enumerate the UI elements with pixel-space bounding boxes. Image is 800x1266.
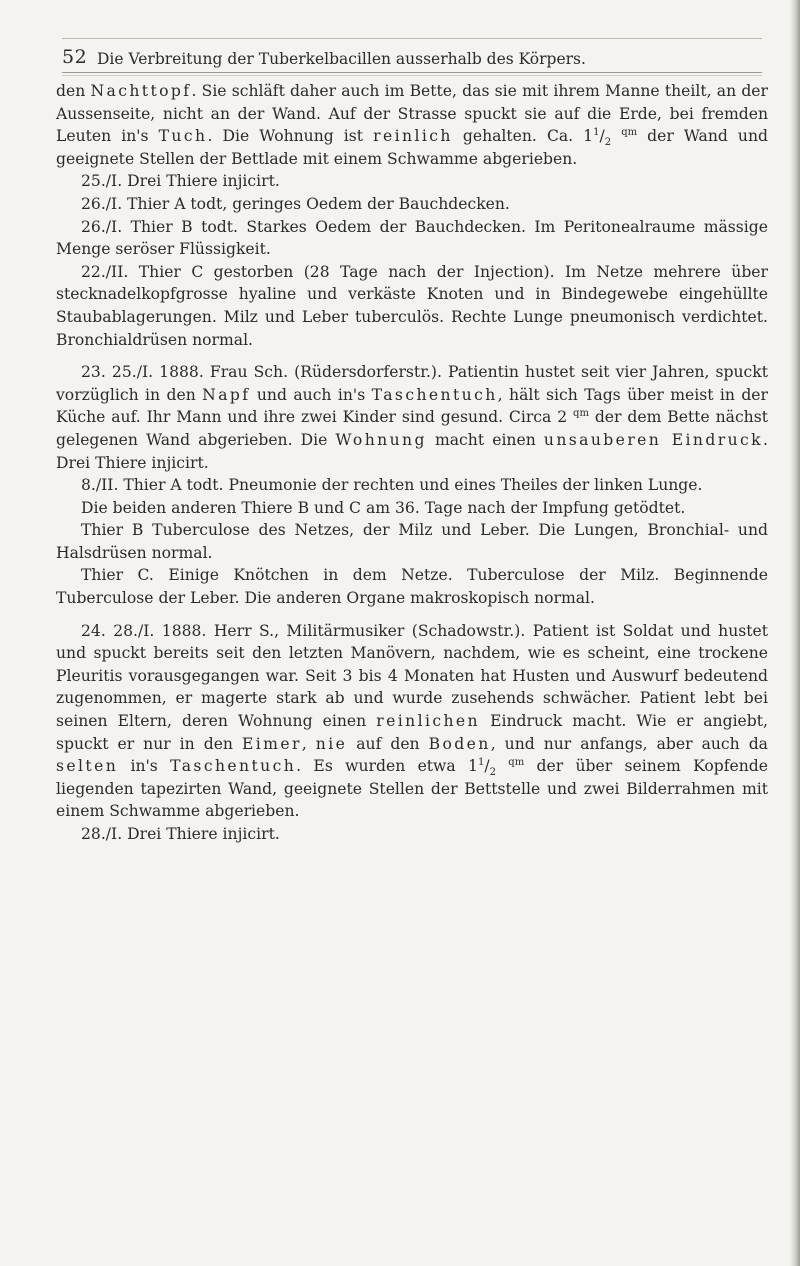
text-run: der über seinem Kopfende liegenden tapezirten Wand, geeignete Stellen der Bettstelle und zwei Bilderrahmen mit einem Schwamme abgerieben. [56,757,768,821]
text-run: auf den [347,734,429,753]
text-run: 26./I. Thier A todt, geringes Oedem der Bauchdecken. [81,194,510,213]
running-head: Die Verbreitung der Tuberkelbacillen ausserhalb des Körpers. [97,50,586,68]
emphasis-spaced: unsauberen Eindruck [543,430,764,449]
text-run: in's [118,757,171,776]
emphasis-spaced: Taschentuch [170,757,297,776]
header-rule [62,72,762,73]
entry-8-II-thier-a [56,474,768,497]
text-run: 28./I. Drei Thiere injicirt. [81,825,280,843]
superscript: qm [508,757,525,769]
text-run [611,127,621,145]
text-run: und auch in's [250,385,372,404]
entry-thier-c [56,564,768,609]
superscript: qm [573,408,589,420]
superscript: qm [621,127,638,138]
text-run: 24. 28./I. 1888. Herr S., Militärmusiker (Schadowstr.). Patient ist Soldat und hustet und spuckt bereits seit den letzten Manövern, nachdem, wie es scheint, eine trockene Pleuritis vorausgegangen war. Seit 3 bis 4 Monaten hat Husten und Auswurf bedeutend zugenommen, er magerte stark ab und wurde zusehends schwächer. Patient lebt bei seinen Eltern, deren Wohnung einen [56,621,768,731]
text-run: . Es wurden etwa 1 [296,757,478,776]
text-run: 26./I. Thier B todt. Starkes Oedem der Bauchdecken. Im Peritonealraume mässige Menge seröser Flüssigkeit. [56,217,768,259]
page-header [62,38,762,68]
text-run: / [484,757,490,776]
text-run: macht einen [426,430,544,449]
text-run: , [301,734,316,753]
text-run: 23. 25./I. 1888. Frau Sch. (Rüdersdorferstr.). Patientin hustet seit vier Jahren, spuckt vorzüglich in den [56,363,768,404]
entry-22-II-thier-c [56,261,768,351]
text-run: der Wand und geeignete Stellen der Bettlade mit einem Schwamme abgerieben. [56,127,768,168]
paragraph-nachttopf [56,80,768,170]
subscript: 2 [604,137,612,149]
emphasis-spaced: reinlich [373,127,453,146]
subscript: 2 [489,767,496,779]
text-run: . Sie schläft daher auch im Bette, das sie mit ihrem Manne theilt, an der Aussenseite, nicht an der Wand. Auf der Strasse spuckt sie auf die Erde, bei fremden Leuten in's [56,82,768,146]
entry-28-I-injection [56,823,768,846]
case-23-frau-sch [56,361,768,474]
text-run: Die beiden anderen Thiere B und C am 36. Tage nach der Impfung getödtet. [81,498,686,517]
emphasis-spaced: Taschentuch [371,385,498,404]
text-run: , und nur anfangs, aber auch da [490,734,768,753]
text-run: der dem Bette nächst gelegenen Wand abgerieben. Die [56,408,768,449]
text-run: 8./II. Thier A todt. Pneumonie der rechten und eines Theiles der linken Lunge. [81,476,703,495]
text-run: Thier B Tuberculose des Netzes, der Milz und Leber. Die Lungen, Bronchial- und Halsdrüsen normal. [56,521,768,562]
text-run: . Drei Thiere injicirt. [56,430,769,472]
emphasis-spaced: Eimer [241,734,302,753]
text-run: 22./II. Thier C gestorben (28 Tage nach der Injection). Im Netze mehrere über stecknadelkopfgrosse hyaline und verkäste Knoten und in Bindegewebe eingehüllte Staubablagerungen. Milz und Leber tuberculös. Rechte Lunge pneumonisch verdichtet. Bronchialdrüsen normal. [56,262,768,349]
superscript: 1 [477,757,485,769]
text-run: / [599,127,605,146]
case-24-herr-s [56,620,768,823]
text-run [496,757,508,775]
header-top-rule [62,38,762,39]
emphasis-spaced: Tuch [158,127,208,146]
emphasis-spaced: Napf [202,385,251,404]
emphasis-spaced: Nachttopf [90,82,192,100]
emphasis-spaced: selten [56,757,119,776]
emphasis-spaced: Wohnung [335,430,427,449]
emphasis-spaced: nie [315,734,348,753]
emphasis-spaced: reinlichen [376,712,481,731]
text-run: . Die Wohnung ist [207,127,374,146]
text-run: 25./I. Drei Thiere injicirt. [81,172,280,191]
text-run: Eindruck macht. Wie er angiebt, spuckt er nur in den [56,712,768,753]
entry-25-I-injection [56,170,768,193]
text-run: den [56,82,91,100]
header-rule-secondary [62,75,762,76]
text-run: Thier C. Einige Knötchen in dem Netze. Tuberculose der Milz. Beginnende Tuberculose der Leber. Die anderen Organe makroskopisch normal. [56,566,768,608]
emphasis-spaced: Boden [428,734,491,753]
superscript: 1 [593,127,600,138]
body-text [56,80,768,846]
entry-thier-b [56,519,768,564]
page-edge-shadow [790,0,800,1266]
entry-26-I-thier-b [56,216,768,261]
entry-36-tage [56,497,768,520]
text-run: , hält sich Tags über meist in der Küche auf. Ihr Mann und ihre zwei Kinder sind gesund. Circa 2 [56,385,768,427]
entry-26-I-thier-a [56,193,768,216]
text-run: gehalten. Ca. 1 [452,127,594,146]
page-number: 52 [62,46,88,68]
